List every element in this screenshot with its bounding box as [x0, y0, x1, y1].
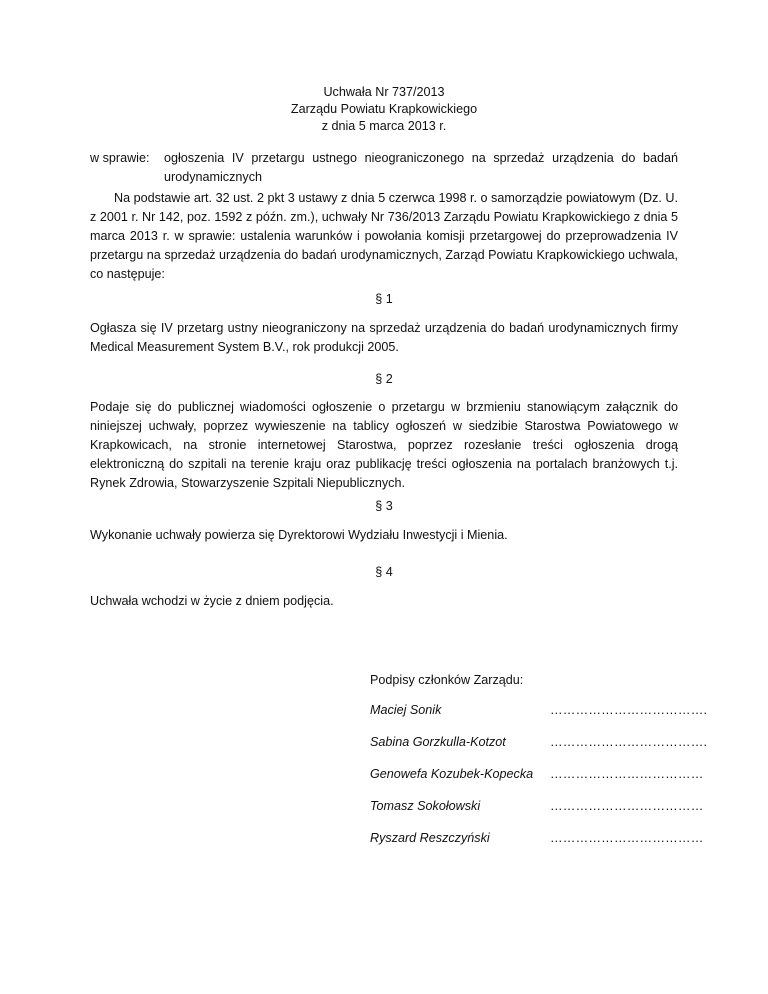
section-3-heading: § 3: [375, 499, 393, 513]
signature-line: ……………………………….: [550, 735, 708, 749]
signature-title: Podpisy członków Zarządu:: [370, 673, 524, 687]
signatory-name: Maciej Sonik: [370, 703, 442, 717]
resolution-subject: [90, 149, 678, 187]
section-1-text: Ogłasza się IV przetarg ustny nieograniczony na sprzedaż urządzenia do badań urodynamicznych firmy Medical Measurement System B.V., rok produkcji 2005.: [90, 321, 678, 354]
signature-line: ………………………………: [550, 799, 704, 813]
resolution-number: Uchwała Nr 737/2013: [323, 85, 445, 99]
section-2-text: Podaje się do publicznej wiadomości ogłoszenie o przetargu w brzmieniu stanowiącym załącznik do niniejszej uchwały, poprzez wywieszenie na tablicy ogłoszeń w siedzibie Starostwa Powiatowego w Krapkowicach, na stronie internetowej Starostwa, poprzez rozesłanie treści ogłoszenia drogą elektroniczną do szpitali na terenie kraju oraz publikację treści ogłoszenia na portalach branżowych t.j. Rynek Zdrowia, Stowarzyszenie Szpitali Niepublicznych.: [90, 400, 678, 490]
section-3-text: Wykonanie uchwały powierza się Dyrektorowi Wydziału Inwestycji i Mienia.: [90, 528, 508, 542]
section-1-heading: § 1: [375, 292, 393, 306]
issuing-body: Zarządu Powiatu Krapkowickiego: [290, 102, 478, 116]
section-2-heading: § 2: [375, 372, 393, 386]
resolution-header: [0, 84, 768, 135]
signatory-name: Tomasz Sokołowski: [370, 799, 481, 813]
signature-row: [370, 829, 704, 849]
signatory-name: Ryszard Reszczyński: [370, 831, 490, 845]
signatory-name: Sabina Gorzkulla-Kotzot: [370, 735, 506, 749]
resolution-date: z dnia 5 marca 2013 r.: [321, 119, 447, 133]
signature-row: [370, 701, 708, 721]
signature-row: [370, 733, 708, 753]
section-4-text: Uchwała wchodzi w życie z dniem podjęcia.: [90, 594, 334, 608]
preamble-paragraph: Na podstawie art. 32 ust. 2 pkt 3 ustawy z dnia 5 czerwca 1998 r. o samorządzie powiatowym (Dz. U. z 2001 r. Nr 142, poz. 1592 z późn. zm.), uchwały Nr 736/2013 Zarządu Powiatu Krapkowickiego z dnia 5 marca 2013 r. w sprawie: ustalenia warunków i powołania komisji przetargowej do przeprowadzenia IV przetargu na sprzedaż urządzenia do badań urodynamicznych, Zarząd Powiatu Krapkowickiego uchwala, co następuje:: [90, 191, 678, 281]
section-4-heading: § 4: [375, 565, 393, 579]
signature-row: [370, 797, 704, 817]
signature-line: ………………………………: [550, 831, 704, 845]
signatory-name: Genowefa Kozubek-Kopecka: [370, 767, 534, 781]
signature-line: ……………………………….: [550, 703, 708, 717]
signature-row: [370, 765, 704, 785]
subject-text: ogłoszenia IV przetargu ustnego nieograniczonego na sprzedaż urządzenia do badań urodynamicznych: [164, 151, 678, 184]
subject-label: w sprawie:: [90, 151, 150, 165]
signature-line: ………………………………: [550, 767, 704, 781]
